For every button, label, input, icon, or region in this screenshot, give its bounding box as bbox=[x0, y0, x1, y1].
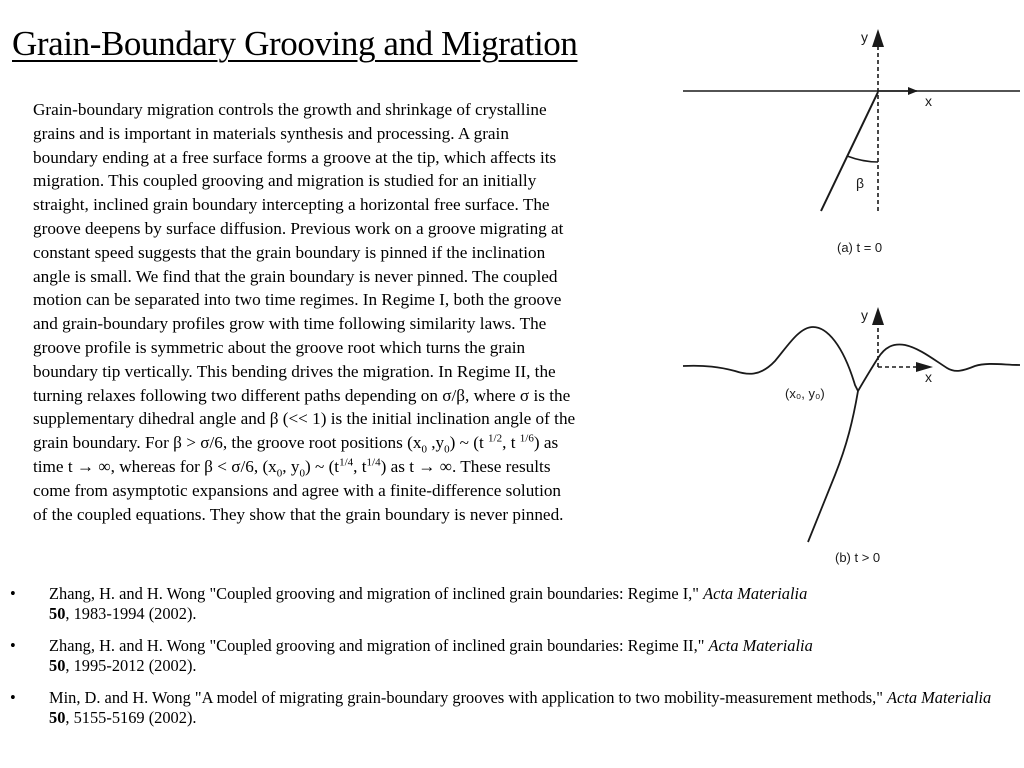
panel-a-y-label: y bbox=[861, 29, 868, 45]
subscript: 0 bbox=[421, 443, 427, 456]
reference-item bbox=[0, 688, 994, 727]
abstract-line: come from asymptotic expansions and agree with a finite-difference solution bbox=[33, 480, 562, 500]
superscript: 1/2 bbox=[488, 432, 503, 445]
reference-journal: Acta Materialia bbox=[708, 636, 813, 655]
reference-pages-year: , 1995-2012 (2002). bbox=[65, 655, 197, 675]
beta-angle-arc bbox=[847, 156, 878, 162]
abstract-line: migration. This coupled grooving and migration is studied for an initially bbox=[33, 171, 537, 191]
abstract-line-formula-1 bbox=[33, 431, 673, 455]
y-axis-arrow-icon bbox=[872, 29, 884, 47]
subscript: 0 bbox=[299, 467, 305, 480]
reference-authors-title: Zhang, H. and H. Wong "Coupled grooving and migration of inclined grain boundaries: Regime II," bbox=[49, 636, 709, 655]
bullet-icon: • bbox=[10, 584, 16, 603]
abstract-line: motion can be separated into two time regimes. In Regime I, both the groove bbox=[33, 290, 562, 310]
groove-root-label: (x₀, y₀) bbox=[785, 386, 825, 401]
reference-pages-year: , 5155-5169 (2002). bbox=[65, 707, 197, 727]
reference-authors-title: Min, D. and H. Wong "A model of migrating grain-boundary grooves with application to two mobility-measurement methods," bbox=[49, 688, 887, 707]
figure-diagram-svg bbox=[675, 25, 1024, 575]
abstract-line: angle is small. We find that the grain boundary is never pinned. The coupled bbox=[33, 266, 558, 286]
grain-boundary-line bbox=[821, 92, 878, 211]
reference-pages-year: , 1983-1994 (2002). bbox=[65, 603, 197, 623]
superscript: 1/4 bbox=[339, 456, 354, 469]
text-segment: , t bbox=[353, 456, 367, 476]
text-segment: grain boundary. For β > σ/6, the groove root positions (x bbox=[33, 433, 422, 453]
y-axis-arrow-icon-b bbox=[872, 307, 884, 325]
abstract-line-formula-2 bbox=[33, 455, 673, 479]
text-segment: ) as bbox=[533, 433, 559, 453]
abstract-line: constant speed suggests that the grain boundary is pinned if the inclination bbox=[33, 242, 546, 262]
text-segment: ,y bbox=[426, 433, 445, 453]
reference-volume: 50 bbox=[49, 655, 66, 675]
abstract-line: boundary ending at a free surface forms a groove at the tip, which affects its bbox=[33, 147, 557, 167]
abstract-line: supplementary dihedral angle and β (<< 1) is the initial inclination angle of the bbox=[33, 409, 576, 429]
abstract-line: Grain-boundary migration controls the growth and shrinkage of crystalline bbox=[33, 100, 547, 119]
references-list bbox=[0, 584, 1024, 740]
abstract-line: turning relaxes following two different paths depending on σ/β, where σ is the bbox=[33, 385, 571, 405]
text-segment: , t bbox=[502, 433, 520, 453]
panel-a-caption: (a) t = 0 bbox=[837, 240, 883, 255]
page-title: Grain-Boundary Grooving and Migration bbox=[12, 24, 578, 63]
superscript: 1/4 bbox=[366, 456, 381, 469]
abstract-line: grains and is important in materials synthesis and processing. A grain bbox=[33, 123, 509, 143]
bullet-icon: • bbox=[10, 636, 16, 655]
superscript: 1/6 bbox=[519, 432, 534, 445]
abstract-line: boundary tip vertically. This bending drives the migration. In Regime II, the bbox=[33, 361, 556, 381]
text-segment: time t → ∞, whereas for β < σ/6, (x bbox=[33, 456, 277, 476]
text-segment: ) ~ (t bbox=[449, 433, 489, 453]
reference-item bbox=[0, 636, 994, 675]
subscript: 0 bbox=[444, 443, 450, 456]
panel-b-caption: (b) t > 0 bbox=[835, 550, 881, 565]
abstract-line: of the coupled equations. They show that the grain boundary is never pinned. bbox=[33, 504, 564, 524]
panel-a-beta-label: β bbox=[856, 175, 865, 191]
panel-b-x-label: x bbox=[925, 369, 932, 385]
text-segment: ) ~ (t bbox=[304, 456, 340, 476]
abstract-paragraph bbox=[33, 98, 673, 526]
subscript: 0 bbox=[276, 467, 283, 480]
panel-b-diagram bbox=[683, 307, 1020, 542]
grain-boundary-curve bbox=[808, 391, 858, 542]
reference-item bbox=[0, 584, 994, 623]
reference-volume: 50 bbox=[49, 603, 66, 623]
abstract-line: groove profile is symmetric about the groove root which turns the grain bbox=[33, 337, 526, 357]
panel-a-diagram bbox=[683, 29, 1020, 211]
abstract-line: straight, inclined grain boundary intercepting a horizontal free surface. The bbox=[33, 195, 550, 215]
panel-a-x-label: x bbox=[925, 93, 932, 109]
grain-boundary-figure bbox=[675, 25, 1024, 575]
reference-authors-title: Zhang, H. and H. Wong "Coupled grooving and migration of inclined grain boundaries: Regime I," bbox=[49, 584, 704, 603]
bullet-icon: • bbox=[10, 688, 16, 707]
surface-profile-right bbox=[858, 345, 1020, 391]
abstract-line: groove deepens by surface diffusion. Previous work on a groove migrating at bbox=[33, 218, 564, 238]
panel-b-y-label: y bbox=[861, 307, 868, 323]
surface-profile-left bbox=[683, 327, 858, 391]
abstract-line: and grain-boundary profiles grow with time following similarity laws. The bbox=[33, 314, 547, 334]
text-segment: , y bbox=[282, 456, 300, 476]
reference-journal: Acta Materialia bbox=[703, 584, 808, 603]
text-segment: ) as t → ∞. These results bbox=[380, 456, 551, 476]
reference-volume: 50 bbox=[49, 707, 66, 727]
reference-journal: Acta Materialia bbox=[887, 688, 992, 707]
